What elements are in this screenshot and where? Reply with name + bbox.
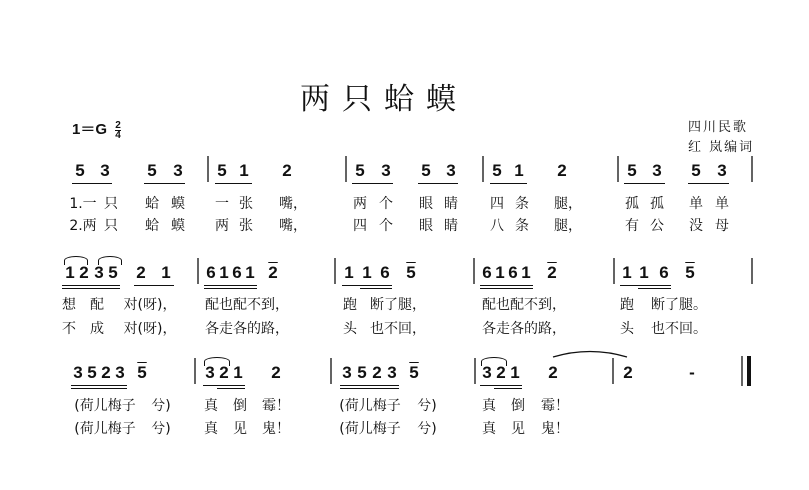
lyric: 张: [239, 218, 253, 234]
lyric: 也不回。: [651, 321, 707, 337]
note: 1: [495, 263, 505, 282]
credit-lyricist: 红 岚编词: [688, 140, 755, 155]
beam: [490, 183, 527, 184]
lyric: 各走各的路，: [482, 321, 566, 337]
lyric: 两: [353, 196, 367, 212]
lyric: 断了腿。: [651, 297, 707, 313]
note: 3: [115, 363, 125, 382]
lyric: (荷儿梅子: [74, 398, 136, 414]
note: 3: [100, 161, 110, 180]
lyric: 霉！: [541, 398, 569, 414]
note: 2: [548, 363, 558, 382]
note: 1: [161, 263, 171, 282]
note: 3: [173, 161, 183, 180]
time-sig-bottom: 4: [115, 129, 121, 141]
note: 2: [496, 363, 506, 382]
lyric: 见: [511, 421, 525, 437]
lyric: 个: [379, 218, 393, 234]
note: 1: [245, 263, 255, 282]
lyric: 见: [233, 421, 247, 437]
note: 2: [79, 263, 89, 282]
note: 1: [510, 363, 520, 382]
beam: [62, 285, 120, 286]
lyric: 1.一: [69, 196, 97, 212]
lyric: 对(呀)，: [123, 321, 177, 337]
note: 3: [73, 363, 83, 382]
note: 1: [219, 263, 229, 282]
lyric: 真: [482, 398, 496, 414]
beam: [624, 183, 665, 184]
lyric: 两: [215, 218, 229, 234]
lyric: 兮): [417, 421, 437, 437]
note-dotted: 5: [406, 263, 416, 282]
lyric: 鬼！: [541, 421, 569, 437]
lyric: 跑: [343, 297, 357, 313]
lyric: 倒: [511, 398, 525, 414]
beam: [360, 288, 392, 289]
note: 2: [219, 363, 229, 382]
note: 1: [521, 263, 531, 282]
lyric: (荷儿梅子: [339, 421, 401, 437]
note: 3: [381, 161, 391, 180]
lyric: 2.两: [69, 218, 97, 234]
lyric: 没: [689, 218, 703, 234]
beam: [418, 183, 458, 184]
note: 1: [65, 263, 75, 282]
note: 1: [344, 263, 354, 282]
beam: [72, 183, 112, 184]
lyric: 腿，: [554, 218, 582, 234]
note: 5: [627, 161, 637, 180]
lyric: 想: [62, 297, 76, 313]
lyric: 只: [104, 218, 118, 234]
lyric: 真: [482, 421, 496, 437]
lyric: (荷儿梅子: [339, 398, 401, 414]
beam: [352, 183, 393, 184]
note-low: 2: [268, 263, 278, 282]
lyric: 腿，: [554, 196, 582, 212]
lyric: 霉！: [262, 398, 290, 414]
note: 6: [206, 263, 216, 282]
beam: [494, 388, 522, 389]
lyric: 四: [353, 218, 367, 234]
beam: [204, 288, 257, 289]
note: 5: [421, 161, 431, 180]
note: 5: [357, 363, 367, 382]
beam: [217, 388, 245, 389]
lyric: 鬼！: [262, 421, 290, 437]
note: 5: [108, 263, 118, 282]
beam: [203, 385, 245, 386]
note: 3: [482, 363, 492, 382]
note: 5: [147, 161, 157, 180]
beam: [134, 285, 174, 286]
beam: [480, 288, 533, 289]
lyric: 条: [515, 196, 529, 212]
note: 3: [717, 161, 727, 180]
note-low: 5: [409, 363, 419, 382]
beam: [480, 385, 522, 386]
lyric: 倒: [233, 398, 247, 414]
time-sig-top: 2: [115, 119, 121, 131]
lyric: 真: [204, 421, 218, 437]
lyric: 公: [650, 218, 664, 234]
note: 6: [232, 263, 242, 282]
lyric: 蛤: [145, 218, 159, 234]
lyric: 条: [515, 218, 529, 234]
note: 5: [492, 161, 502, 180]
lyric: 兮): [151, 398, 171, 414]
lyric: 张: [239, 196, 253, 212]
lyric: 成: [90, 321, 104, 337]
note: 2: [623, 363, 633, 382]
lyric: 配: [90, 297, 104, 313]
note-low: 2: [547, 263, 557, 282]
lyric: 蟆: [171, 196, 185, 212]
key-signature: [72, 118, 121, 140]
note: 6: [508, 263, 518, 282]
lyric: 单: [715, 196, 729, 212]
note: 5: [691, 161, 701, 180]
lyric: 嘴，: [279, 196, 307, 212]
note: 5: [355, 161, 365, 180]
lyric: 跑: [620, 297, 634, 313]
note: 3: [94, 263, 104, 282]
note: 5: [87, 363, 97, 382]
note: 1: [233, 363, 243, 382]
beam: [342, 285, 392, 286]
lyric: 不: [62, 321, 76, 337]
note: 2: [372, 363, 382, 382]
note: 1: [514, 161, 524, 180]
lyric: 孤: [650, 196, 664, 212]
lyric: 真: [204, 398, 218, 414]
beam: [638, 288, 671, 289]
lyric: 一: [215, 196, 229, 212]
lyric: 兮): [151, 421, 171, 437]
note: 2: [136, 263, 146, 282]
time-signature: [115, 121, 121, 140]
note: 3: [446, 161, 456, 180]
lyric: 眼: [419, 218, 433, 234]
lyric: 嘴，: [279, 218, 307, 234]
beam: [71, 388, 127, 389]
note: 3: [652, 161, 662, 180]
lyric: 头: [620, 321, 634, 337]
lyric: 也不回，: [370, 321, 426, 337]
lyric: 个: [379, 196, 393, 212]
beam: [480, 285, 533, 286]
note: 3: [342, 363, 352, 382]
lyric: 四: [490, 196, 504, 212]
lyric: 有: [625, 218, 639, 234]
beam: [62, 288, 120, 289]
note: 2: [101, 363, 111, 382]
note: 6: [659, 263, 669, 282]
lyric: 蛤: [145, 196, 159, 212]
lyric: 睛: [444, 218, 458, 234]
beam: [215, 183, 252, 184]
lyric: 各走各的路，: [205, 321, 289, 337]
note-dotted: 5: [685, 263, 695, 282]
note: 5: [75, 161, 85, 180]
lyric: 孤: [625, 196, 639, 212]
key-label: 1＝G: [72, 121, 108, 138]
lyric: 蟆: [171, 218, 185, 234]
note: 3: [387, 363, 397, 382]
lyric: 单: [689, 196, 703, 212]
lyric: 兮): [417, 398, 437, 414]
note: 6: [380, 263, 390, 282]
lyric: 睛: [444, 196, 458, 212]
beam: [620, 285, 671, 286]
beam: [71, 385, 127, 386]
lyric: 只: [104, 196, 118, 212]
note: 5: [217, 161, 227, 180]
lyric: 配也配不到，: [205, 297, 289, 313]
beam: [144, 183, 185, 184]
lyric: 八: [490, 218, 504, 234]
note: 1: [362, 263, 372, 282]
note: 1: [239, 161, 249, 180]
note-low: 5: [137, 363, 147, 382]
beam: [340, 388, 399, 389]
note: 2: [271, 363, 281, 382]
beam: [340, 385, 399, 386]
note: 2: [282, 161, 292, 180]
lyric: 断了腿，: [370, 297, 426, 313]
lyric: 母: [715, 218, 729, 234]
dash: -: [689, 363, 695, 382]
lyric: 头: [343, 321, 357, 337]
lyric: 配也配不到，: [482, 297, 566, 313]
lyric: (荷儿梅子: [74, 421, 136, 437]
lyric: 眼: [419, 196, 433, 212]
note: 3: [205, 363, 215, 382]
tie: [553, 352, 627, 358]
lyric: 对(呀)，: [123, 297, 177, 313]
beam: [204, 285, 257, 286]
note: 1: [622, 263, 632, 282]
note: 2: [557, 161, 567, 180]
note: 1: [639, 263, 649, 282]
credit-origin: 四川民歌: [688, 120, 749, 135]
song-title: 两只蛤蟆: [300, 82, 468, 117]
beam: [688, 183, 729, 184]
note: 6: [482, 263, 492, 282]
